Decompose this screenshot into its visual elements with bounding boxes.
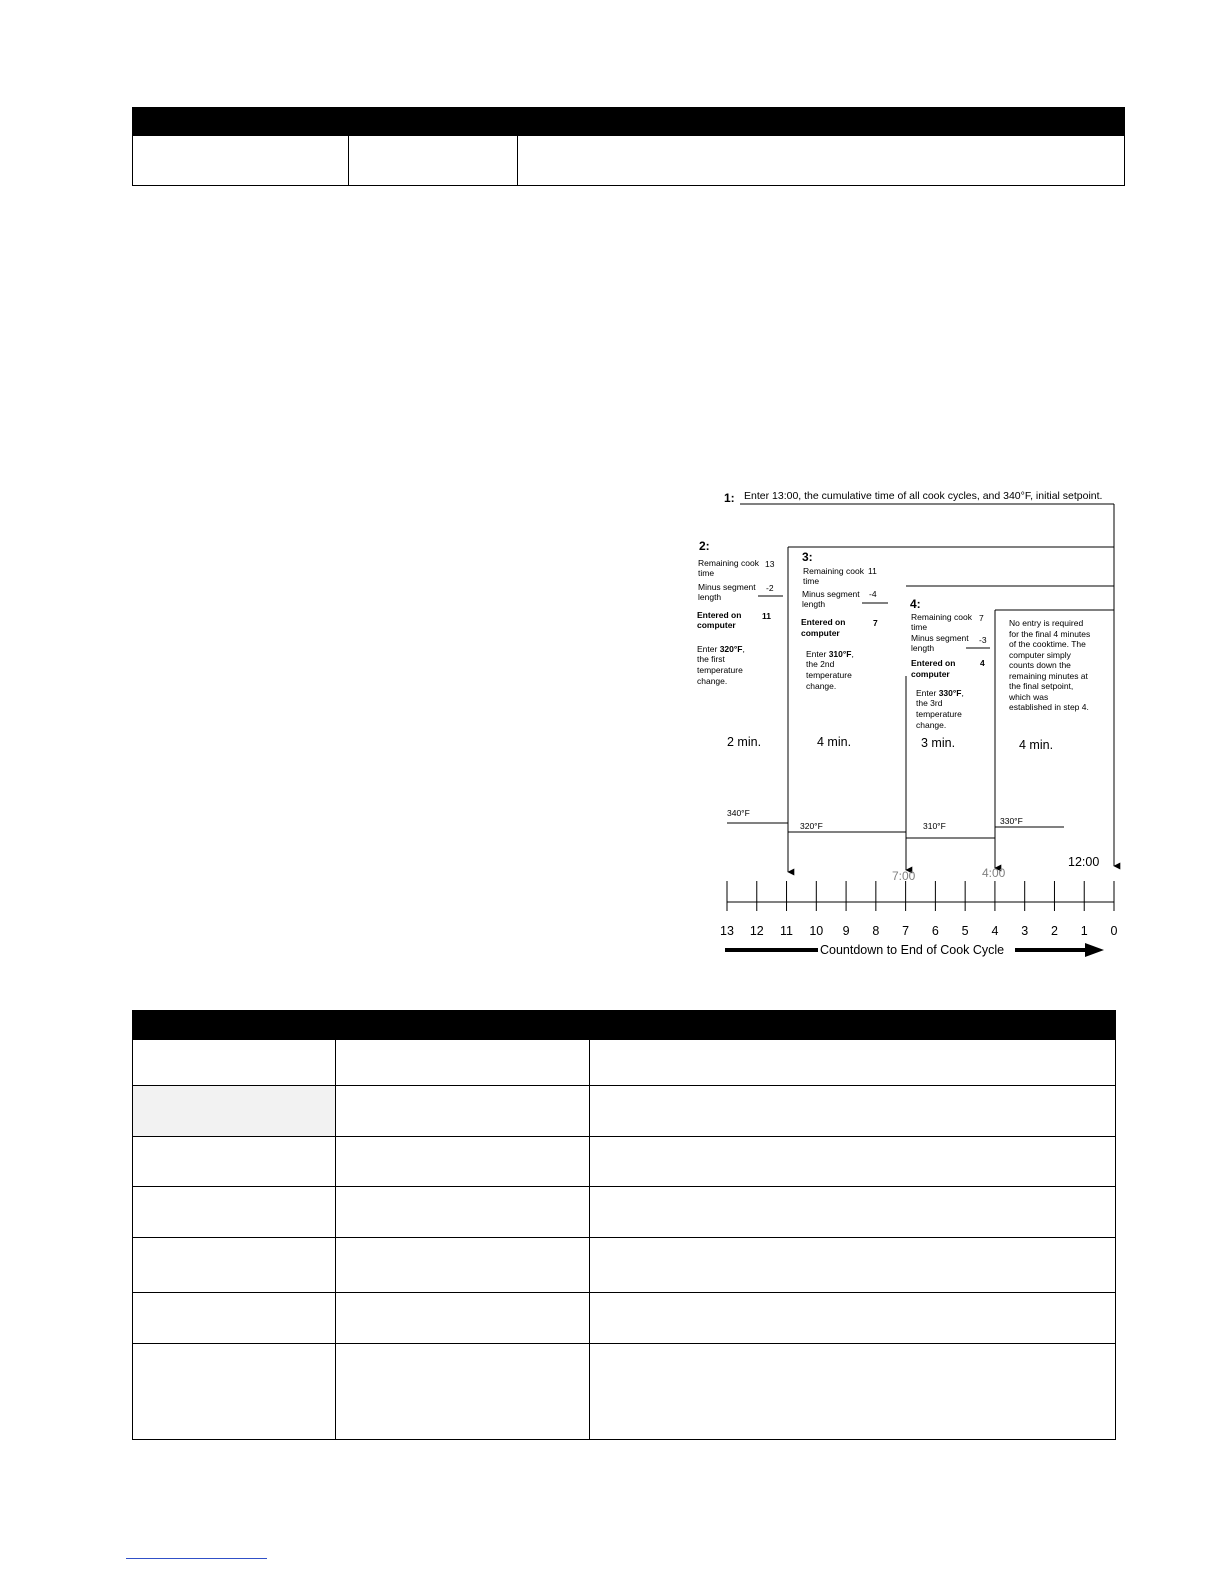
step2-enter-line: Enter 320°F, xyxy=(697,644,745,654)
step4-desc-2: temperature xyxy=(916,709,962,719)
step2-minus-label-1: Minus segment xyxy=(698,582,756,592)
table-cell xyxy=(349,136,518,186)
step2-entered-value: 11 xyxy=(762,611,771,621)
step1-text: Enter 13:00, the cumulative time of all cook cycles, and 340°F, initial setpoint. xyxy=(744,490,1103,502)
table-cell xyxy=(133,136,349,186)
cook-cycle-diagram xyxy=(690,484,1130,964)
step3-remaining-label-2: time xyxy=(803,576,820,586)
step2-desc-1: the first xyxy=(697,654,725,664)
table-cell xyxy=(336,1344,590,1440)
step4-enter-line: Enter 330°F, xyxy=(916,688,964,698)
table-cell xyxy=(590,1344,1116,1440)
final-note-line-2: for the final 4 minutes xyxy=(1009,629,1091,639)
segment-3-duration: 3 min. xyxy=(921,736,956,750)
table-cell xyxy=(133,1040,336,1086)
step4-minus-label-1: Minus segment xyxy=(911,633,969,643)
step4-minus-label-2: length xyxy=(911,643,935,653)
timeline-tick-label: 6 xyxy=(931,924,939,938)
final-note-line-4: computer simply xyxy=(1009,650,1071,660)
timeline-tick-label: 3 xyxy=(1021,924,1029,938)
step4-remaining-value: 7 xyxy=(979,613,984,623)
step3-desc-1: the 2nd xyxy=(806,659,835,669)
step2-desc-2: temperature xyxy=(697,665,743,675)
step4-entered-label-1: Entered on xyxy=(911,658,956,668)
step3-desc-3: change. xyxy=(806,681,837,691)
step2-minus-label-2: length xyxy=(698,592,722,602)
final-note-line-6: remaining minutes at xyxy=(1009,671,1088,681)
step4-desc-3: change. xyxy=(916,720,947,730)
final-note-line-3: of the cooktime. The xyxy=(1009,639,1086,649)
step2-entered-label-2: computer xyxy=(697,620,736,630)
segment-2-duration: 4 min. xyxy=(817,735,852,749)
timeline-tick-label: 9 xyxy=(842,924,850,938)
segment-2-temp: 320°F xyxy=(800,821,823,831)
step1-number: 1: xyxy=(724,491,735,505)
countdown-bar-left xyxy=(725,948,818,952)
step3-entered-label-2: computer xyxy=(801,628,840,638)
step3-desc-2: temperature xyxy=(806,670,852,680)
table-cell xyxy=(590,1137,1116,1187)
final-note-line-8: which was xyxy=(1009,692,1049,702)
table-cell xyxy=(133,1137,336,1187)
table-cell xyxy=(336,1238,590,1293)
step4-entered-value: 4 xyxy=(980,658,985,668)
timeline-tick-label: 4 xyxy=(991,924,999,938)
final-note-line-5: counts down the xyxy=(1009,660,1071,670)
marker-label-7-00: 7:00 xyxy=(892,869,916,883)
step2-remaining-label-1: Remaining cook xyxy=(698,558,759,568)
timeline-tick-label: 8 xyxy=(872,924,880,938)
segment-4-temp: 330°F xyxy=(1000,816,1023,826)
timeline-tick-label: 7 xyxy=(902,924,910,938)
step3-minus-label-1: Minus segment xyxy=(802,589,860,599)
step4-entered-label-2: computer xyxy=(911,669,950,679)
step3-number: 3: xyxy=(802,550,813,564)
timeline-tick-label: 10 xyxy=(809,924,824,938)
countdown-arrow-head xyxy=(1085,943,1104,957)
step2-remaining-label-2: time xyxy=(698,568,715,578)
timeline-tick-label: 5 xyxy=(961,924,969,938)
table-cell xyxy=(133,1086,336,1137)
table-cell xyxy=(590,1293,1116,1344)
footer-link-rule xyxy=(126,1558,267,1559)
final-note-line-7: the final setpoint, xyxy=(1009,681,1074,691)
timeline-tick-label: 12 xyxy=(749,924,764,938)
timeline-tick-label: 2 xyxy=(1050,924,1058,938)
step2-desc-3: change. xyxy=(697,676,728,686)
segment-1-duration: 2 min. xyxy=(727,735,762,749)
bottom-table xyxy=(132,1010,1116,1440)
timeline-tick-label: 11 xyxy=(780,924,794,938)
top-table-header xyxy=(133,108,1125,136)
timeline-tick-label: 1 xyxy=(1080,924,1088,938)
step3-remaining-label-1: Remaining cook xyxy=(803,566,864,576)
timeline-tick-label: 0 xyxy=(1110,924,1118,938)
table-cell xyxy=(336,1293,590,1344)
marker-label-12-00: 12:00 xyxy=(1068,855,1100,869)
step4-remaining-label-1: Remaining cook xyxy=(911,612,972,622)
timeline-tick-labels xyxy=(720,924,1117,938)
step4-number: 4: xyxy=(910,597,921,611)
final-note-line-9: established in step 4. xyxy=(1009,702,1089,712)
step3-entered-value: 7 xyxy=(873,618,878,628)
table-cell xyxy=(133,1187,336,1238)
table-cell xyxy=(590,1238,1116,1293)
segment-4-duration: 4 min. xyxy=(1019,738,1054,752)
marker-label-4-00: 4:00 xyxy=(982,866,1006,880)
step2-remaining-value: 13 xyxy=(765,559,775,569)
table-row xyxy=(133,136,1125,186)
step4-desc-1: the 3rd xyxy=(916,698,943,708)
step2-minus-value: -2 xyxy=(766,583,774,593)
step4-minus-value: -3 xyxy=(979,635,987,645)
step4-remaining-label-2: time xyxy=(911,622,928,632)
step3-minus-label-2: length xyxy=(802,599,826,609)
table-cell xyxy=(133,1344,336,1440)
step2-entered-label-1: Entered on xyxy=(697,610,742,620)
table-cell xyxy=(336,1187,590,1238)
table-cell xyxy=(336,1040,590,1086)
segment-3-temp: 310°F xyxy=(923,821,946,831)
table-row xyxy=(133,1187,1116,1238)
table-cell xyxy=(336,1137,590,1187)
step3-remaining-value: 11 xyxy=(868,566,877,576)
timeline-ticks xyxy=(727,881,1114,911)
table-cell xyxy=(590,1086,1116,1137)
step3-enter-line: Enter 310°F, xyxy=(806,649,854,659)
bottom-table-header xyxy=(133,1011,1116,1040)
step2-number: 2: xyxy=(699,539,710,553)
table-row xyxy=(133,1238,1116,1293)
table-cell xyxy=(518,136,1125,186)
table-cell xyxy=(590,1040,1116,1086)
table-row xyxy=(133,1293,1116,1344)
table-row xyxy=(133,1040,1116,1086)
table-row xyxy=(133,1086,1116,1137)
table-cell xyxy=(590,1187,1116,1238)
step3-entered-label-1: Entered on xyxy=(801,617,846,627)
top-table xyxy=(132,107,1125,186)
table-row xyxy=(133,1137,1116,1187)
countdown-axis-label: Countdown to End of Cook Cycle xyxy=(820,943,1005,957)
countdown-bar-right xyxy=(1015,948,1087,952)
table-cell xyxy=(133,1238,336,1293)
step3-minus-value: -4 xyxy=(869,589,877,599)
table-cell xyxy=(336,1086,590,1137)
segment-1-temp: 340°F xyxy=(727,808,750,818)
bottom-table-header-cell xyxy=(133,1011,1116,1040)
table-cell xyxy=(133,1293,336,1344)
final-note-line-1: No entry is required xyxy=(1009,618,1084,628)
timeline-tick-label: 13 xyxy=(720,924,734,938)
table-row xyxy=(133,1344,1116,1440)
top-table-header-cell xyxy=(133,108,1125,136)
